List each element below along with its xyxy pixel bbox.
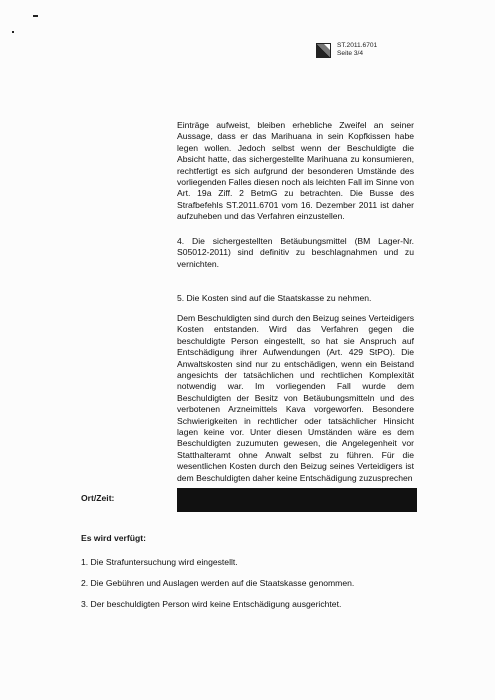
scan-speck (12, 31, 14, 33)
scan-speck (33, 15, 38, 17)
redacted-location-date (177, 488, 417, 512)
page-number: Seite 3/4 (337, 50, 364, 57)
paragraph-point-4: 4. Die sichergestellten Betäubungsmittel (BM Lager-Nr. S05012-2011) sind definitiv zu beschlagnahmen und zu vernichten. (177, 236, 414, 269)
authority-logo-icon (316, 43, 331, 58)
document-header (316, 42, 377, 58)
order-item: 1. Die Strafuntersuchung wird eingestellt. (81, 557, 238, 567)
paragraph-compensation: Dem Beschuldigten sind durch den Beizug seines Verteidigers Kosten entstanden. Wird das Verfahren gegen die beschuldigte Person eingestellt, so hat sie Anspruch auf Entschädigung ihrer Aufwendungen (Art. 429 StPO). Die Anwaltskosten sind nur zu entschädigen, wenn ein Beistand angesichts der tatsächlichen und rechtlichen Komplexität notwendig war. Im vorliegenden Fall wurde dem Beschuldigten der Besitz von Betäubungsmitteln und des verbotenen Arzneimittels Kava vorgeworfen. Besondere Schwierigkeiten in rechtlicher oder tatsächlicher Hinsicht lagen keine vor. Unter diesen Umständen wäre es dem Beschuldigten zuzumuten gewesen, die Angelegenheit vor Statthalteramt ohne Anwalt selbst zu führen. Für die wesentlichen Kosten durch den Beizug seines Verteidigers ist dem Beschuldigten daher keine Entschädigung zuzusprechen (177, 313, 414, 483)
case-reference: ST.2011.6701 (337, 42, 378, 49)
header-reference-block (337, 42, 377, 58)
paragraph-point-5: 5. Die Kosten sind auf die Staatskasse zu nehmen. (177, 293, 372, 303)
verfuegt-heading: Es wird verfügt: (81, 533, 146, 543)
order-item: 2. Die Gebühren und Auslagen werden auf die Staatskasse genommen. (81, 578, 355, 588)
order-item: 3. Der beschuldigten Person wird keine Entschädigung ausgerichtet. (81, 599, 342, 609)
ort-zeit-label: Ort/Zeit: (81, 493, 115, 503)
paragraph-continuation: Einträge aufweist, bleiben erhebliche Zweifel an seiner Aussage, dass er das Marihuana in sein Kopfkissen habe legen wollen. Jedoch selbst wenn der Beschuldigte die Absicht hatte, das sichergestellte Marihuana zu konsumieren, rechtfertigt es sich aufgrund der besonderen Umstände des vorliegenden Falles diesen noch als leichten Fall im Sinne von Art. 19a Ziff. 2 BetmG zu betrachten. Die Busse des Strafbefehls ST.2011.6701 vom 16. Dezember 2011 ist daher aufzuheben und das Verfahren einzustellen. (177, 120, 414, 222)
